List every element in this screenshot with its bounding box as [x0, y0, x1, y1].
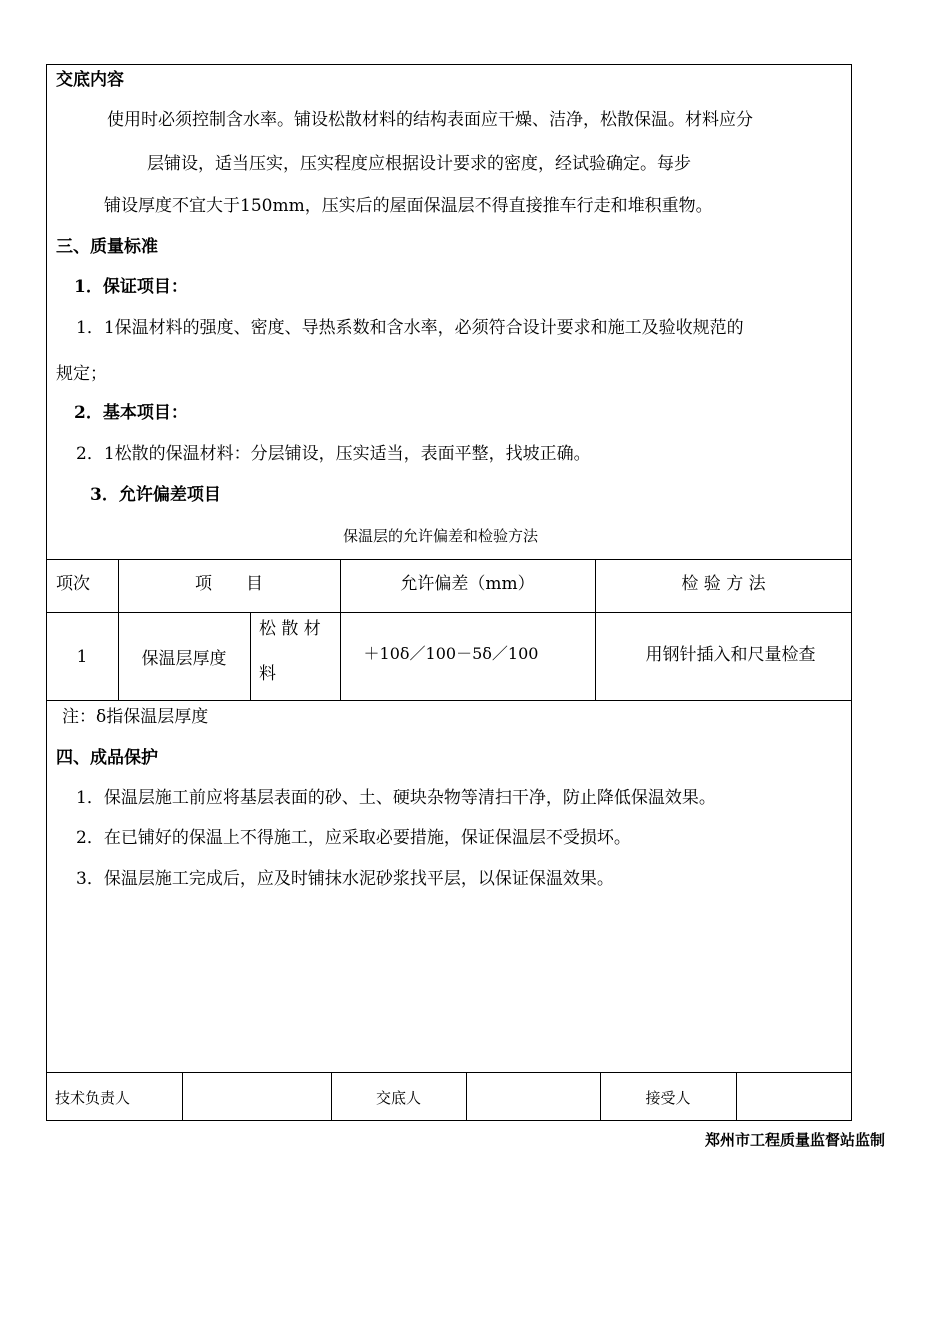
protection-item: 3．保温层施工完成后，应及时铺抹水泥砂浆找平层，以保证保温效果。: [76, 869, 614, 889]
table-col-divider: [250, 612, 251, 700]
table-cell-no: 1: [76, 646, 88, 667]
protection-heading: 四、成品保护: [56, 748, 158, 768]
guarantee-item-line-1: 1．1保温材料的强度、密度、导热系数和含水率，必须符合设计要求和施工及验收规范的: [76, 318, 744, 338]
section-title: 交底内容: [56, 70, 124, 90]
issuer-footer: 郑州市工程质量监督站监制: [704, 1131, 885, 1149]
protection-item: 2．在已铺好的保温上不得施工，应采取必要措施，保证保温层不受损坏。: [76, 828, 631, 848]
discloser-label: 交底人: [375, 1088, 421, 1107]
table-bottom-border: [46, 700, 852, 701]
table-cell-item: 保温层厚度: [141, 649, 227, 669]
intro-line-1: 使用时必须控制含水率。铺设松散材料的结构表面应干燥、洁净，松散保温。材料应分: [107, 110, 753, 130]
table-header-method: 检 验 方 法: [681, 573, 766, 594]
intro-line-3: 铺设厚度不宜大于150mm，压实后的屋面保温层不得直接推车行走和堆积重物。: [104, 196, 713, 216]
basic-item: 2．1松散的保温材料：分层铺设，压实适当，表面平整，找坡正确。: [76, 444, 591, 464]
tolerance-heading: 3．允许偏差项目: [90, 485, 221, 505]
tech-lead-label: 技术负责人: [55, 1088, 131, 1107]
tech-lead-field[interactable]: [183, 1073, 331, 1121]
table-note: 注：δ指保温层厚度: [62, 707, 209, 727]
protection-item: 1．保温层施工前应将基层表面的砂、土、硬块杂物等清扫干净，防止降低保温效果。: [76, 788, 716, 808]
basic-heading: 2．基本项目：: [74, 403, 188, 423]
table-header-tolerance: 允许偏差（mm）: [400, 573, 535, 594]
quality-heading: 三、质量标准: [56, 237, 158, 257]
receiver-field[interactable]: [737, 1073, 852, 1121]
table-cell-material-line-1: 松 散 材: [259, 619, 321, 639]
table-header-no: 项次: [56, 573, 90, 594]
guarantee-item-line-2: 规定；: [56, 364, 107, 384]
table-caption: 保温层的允许偏差和检验方法: [343, 527, 539, 545]
table-cell-method: 用钢针插入和尺量检查: [645, 644, 816, 665]
table-cell-tolerance: ＋10δ／100－5δ／100: [363, 643, 539, 663]
discloser-field[interactable]: [467, 1073, 600, 1121]
table-header-item: 项 目: [195, 573, 263, 594]
receiver-label: 接受人: [645, 1088, 691, 1107]
table-cell-material-line-2: 料: [259, 664, 276, 684]
intro-line-2: 层铺设，适当压实，压实程度应根据设计要求的密度，经试验确定。每步: [147, 154, 691, 174]
guarantee-heading: 1．保证项目：: [74, 277, 188, 297]
